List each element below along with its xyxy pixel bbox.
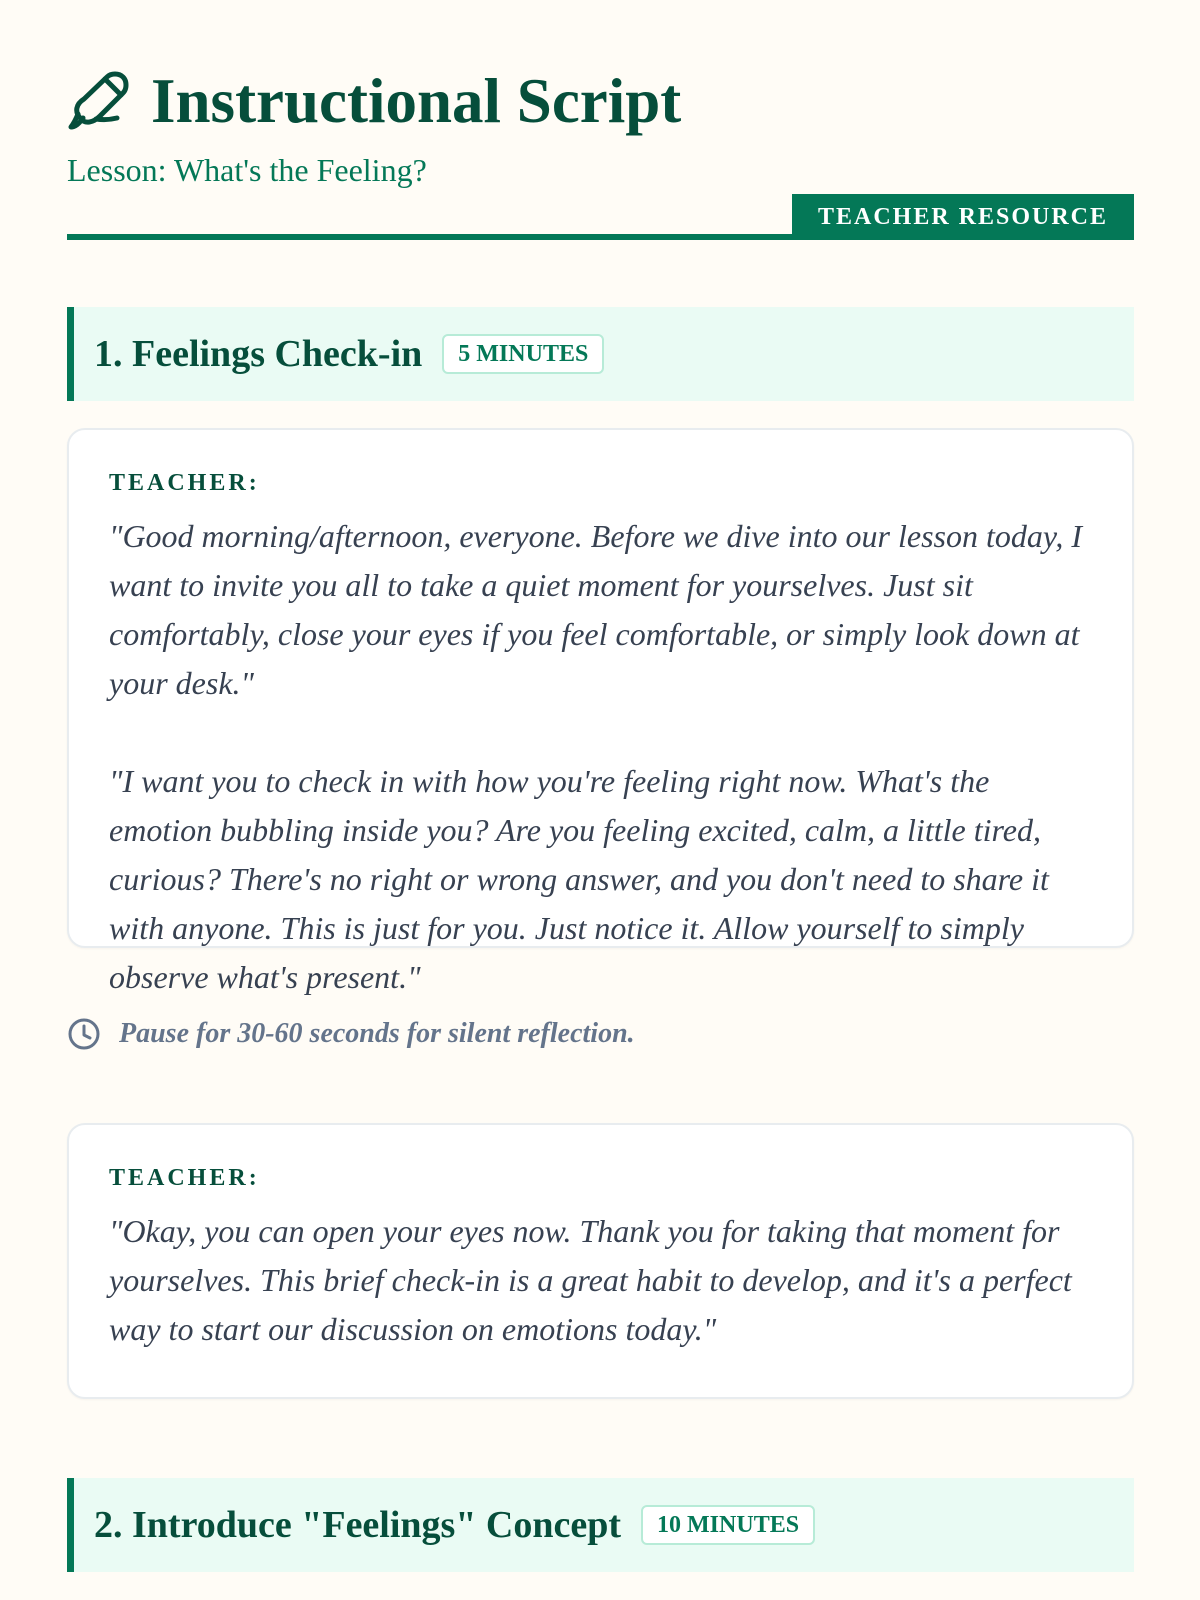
teacher-script-card	[67, 428, 1134, 995]
speaker-label: TEACHER:	[109, 470, 260, 496]
teacher-script-card	[67, 1123, 1134, 1399]
script-paragraph: "I want you to check in with how you're feeling right now. What's the emotion bubbling inside you? Are you feeling excited, calm, a little tired, curious? There's no right or wrong answer, and you don't need to share it with anyone. This is just for you. Just notice it. Allow yourself to simply observe what's present."	[109, 763, 1049, 995]
section-title: 1. Feelings Check-in	[94, 333, 423, 375]
pause-instruction	[67, 1015, 1134, 1053]
section-title: 2. Introduce "Feelings" Concept	[94, 1504, 622, 1546]
duration-badge: 5 MINUTES	[442, 334, 604, 374]
section-heading-feelings-check-in	[67, 307, 1134, 401]
clock-icon	[67, 1017, 101, 1051]
script-paragraph: "Okay, you can open your eyes now. Thank you for taking that moment for yourselves. This brief check-in is a great habit to develop, and it's a perfect way to start our discussion on emotions today."	[109, 1213, 1072, 1347]
page-header	[67, 62, 1134, 242]
pause-text: Pause for 30-60 seconds for silent reflection.	[119, 1018, 635, 1049]
pen-icon	[67, 69, 131, 133]
speaker-label: TEACHER:	[109, 1165, 260, 1191]
page-title: Instructional Script	[151, 66, 682, 136]
lesson-subtitle: Lesson: What's the Feeling?	[67, 152, 427, 188]
script-paragraph: "Good morning/afternoon, everyone. Before we dive into our lesson today, I want to invite you all to take a quiet moment for yourselves. Just sit comfortably, close your eyes if you feel comfortable, or simply look down at your desk."	[109, 518, 1082, 701]
teacher-resource-badge: TEACHER RESOURCE	[792, 194, 1134, 240]
section-heading-introduce-feelings-concept	[67, 1478, 1134, 1572]
title-row	[67, 62, 1134, 140]
duration-badge: 10 MINUTES	[641, 1505, 815, 1545]
